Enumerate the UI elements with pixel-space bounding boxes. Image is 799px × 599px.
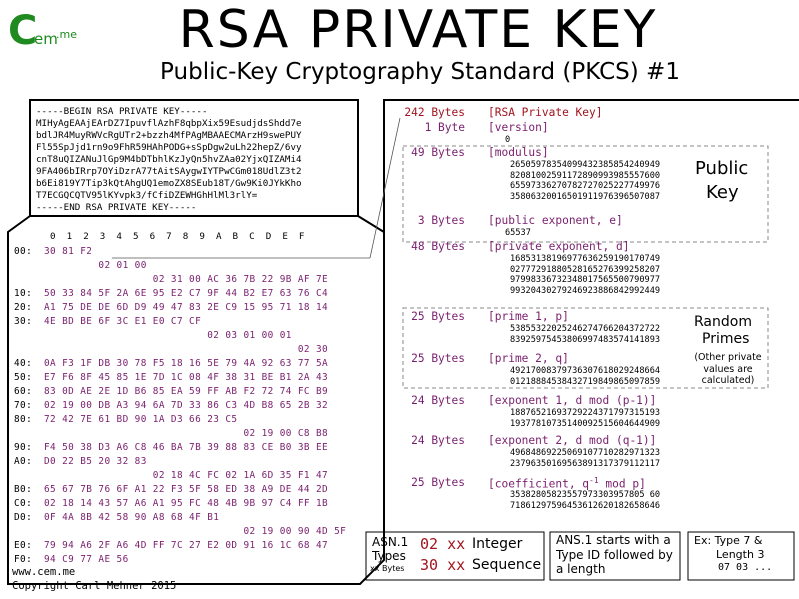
hex-bytes: 79 94 A6 2F A6 4D FF 7C 27 E2 0D 91 16 1C 68 47: [44, 540, 329, 551]
legend-xx-bytes: xx Bytes: [370, 564, 405, 573]
hex-address: E0:: [14, 540, 33, 551]
hex-bytes: 50 33 84 5F 2A 6E 95 E2 C7 9F 44 B2 E7 63 76 C4: [44, 288, 329, 299]
hex-row: [14, 358, 328, 369]
field-value: 0: [505, 135, 511, 145]
legend-asn1: ASN.1: [372, 535, 409, 549]
hex-row: [14, 372, 328, 383]
hex-bytes: 72 42 7E 61 BD 90 1A D3 66 23 C5: [44, 414, 238, 425]
pem-line: b6Ei819Y7Tip3kQtAhgUQ1emoZX8SEub18T/Gw9Ki0JYkKho: [36, 178, 302, 189]
svg-text:C: C: [8, 8, 38, 54]
field-value: 71861297596453612620182658646: [510, 500, 661, 511]
legend-types: Types: [372, 549, 406, 563]
field-bytes: 242 Bytes: [404, 106, 465, 119]
hex-address: B0:: [14, 484, 33, 495]
field-value: 65537: [505, 228, 531, 238]
field-value: 53855322025246274766204372722: [510, 324, 661, 334]
hex-row: [14, 246, 92, 257]
field-name-text: [exponent 1, d mod (p-1)]: [488, 394, 657, 407]
field-bytes: 24 Bytes: [411, 434, 465, 447]
hex-address: 10:: [14, 288, 33, 299]
hex-bytes: 30 81 F2: [44, 246, 93, 257]
hex-address: 40:: [14, 358, 33, 369]
hex-row: [14, 526, 346, 537]
pem-line: cnT8uQIZANuJlGp9M4bDTbhlKzJyQn5hvZAa02YjxQIZAMi4: [36, 154, 302, 165]
hex-address: 50:: [14, 372, 33, 383]
hex-address: 80:: [14, 414, 33, 425]
field-bytes: 25 Bytes: [411, 352, 465, 365]
field-bytes: 25 Bytes: [411, 476, 465, 489]
field-name: [488, 434, 656, 447]
hex-bytes: E7 F6 8F 45 85 1E 7D 1C 08 4F 38 31 BE B1 2A 43: [44, 372, 329, 383]
field-value: 26505978354099432385854240949: [510, 160, 661, 170]
hex-address: 20:: [14, 302, 33, 313]
field-value: 65597336270782727025227749976: [510, 181, 661, 192]
field-bytes: 24 Bytes: [411, 394, 465, 407]
field-value: 35382805823557973303957805 60: [510, 490, 661, 500]
field-value: 19377810735140092515604644909: [510, 418, 661, 429]
hex-address: C0:: [14, 498, 33, 509]
footer-url: www.cem.me: [12, 566, 76, 578]
legend-sequence-code: 30 xx: [420, 556, 466, 574]
hex-bytes: 94 C9 77 AE 56: [44, 554, 129, 565]
hex-bytes: 02 31 00 AC 36 7B 22 9B AF 7E: [44, 274, 329, 285]
field-bytes: 1 Byte: [424, 121, 465, 134]
hex-row: [14, 302, 328, 313]
hex-column-header: 0 1 2 3 4 5 6 7 8 9 A B C D E F: [50, 231, 305, 242]
key-label: Key: [706, 182, 739, 203]
hex-address: 30:: [14, 316, 33, 327]
hex-bytes: 02 19 00 C8 B8: [44, 428, 329, 439]
public-label: Public: [695, 158, 749, 179]
primes-label: Primes: [702, 331, 750, 347]
legend-sequence-label: Sequence: [472, 557, 542, 573]
field-name: [488, 106, 603, 119]
field-value: 16853138196977636259190170749: [510, 254, 661, 264]
field-value: 02777291880528165276399258207: [510, 264, 661, 275]
field-name: [488, 240, 629, 253]
hex-row: [14, 554, 129, 565]
hex-row: [14, 288, 328, 299]
field-name-tail: mod p]: [598, 477, 646, 491]
example-bytes: 07 03 ...: [718, 562, 773, 573]
field-bytes: 48 Bytes: [411, 240, 465, 253]
hex-address: F0:: [14, 554, 33, 565]
field-name-text: [prime 2, q]: [488, 352, 569, 365]
hex-bytes: 02 18 4C FC 02 1A 6D 35 F1 47: [44, 470, 329, 481]
page-subtitle: Public-Key Cryptography Standard (PKCS) #1: [160, 59, 680, 85]
hex-row: [14, 414, 237, 425]
pem-line: 9FA406bIRrp7OYiDzrA77tAitSAygwIYTPwCGm018UdlZ3t2: [36, 166, 302, 177]
other-values-note: (Other private values are calculated): [694, 352, 762, 386]
hex-bytes: D0 22 B5 20 32 83: [44, 456, 147, 467]
svg-text:.me: .me: [56, 28, 77, 41]
hex-bytes: F4 50 38 D3 A6 C8 46 BA 7B 39 88 83 CE B0 3B EE: [44, 442, 329, 453]
field-name-text: [private exponent, d]: [488, 240, 630, 253]
example-length: Length 3: [716, 548, 765, 561]
field-value: 18876521693729224371797315193: [510, 408, 661, 418]
hex-row: [14, 260, 147, 271]
hex-bytes: 02 30: [44, 344, 329, 355]
field-name: [488, 394, 656, 407]
hex-bytes: 02 19 00 DB A3 94 6A 7D 33 86 C3 4D B8 65 2B 32: [44, 400, 329, 411]
field-value: 01218884538432719849865097859: [510, 376, 661, 387]
field-name-text: [modulus]: [488, 146, 549, 159]
field-bytes: 49 Bytes: [411, 146, 465, 159]
hex-row: [14, 442, 328, 453]
hex-bytes: 02 01 00: [44, 260, 147, 271]
hex-bytes: 0F 4A 8B 42 58 90 A8 68 4F B1: [44, 512, 220, 523]
hex-bytes: 02 19 00 90 4D 5F: [44, 526, 347, 537]
hex-bytes: 4E BD BE 6F 3C E1 E0 C7 CF: [44, 316, 202, 327]
hex-address: A0:: [14, 456, 33, 467]
random-label: Random: [694, 314, 752, 330]
field-name-sup: -1: [589, 476, 599, 485]
field-name: [488, 214, 623, 227]
hex-row: [14, 484, 328, 495]
field-name-text: [coefficient, q: [488, 477, 590, 491]
hex-row: [14, 386, 328, 397]
hex-row: [14, 428, 328, 439]
field-name: [488, 352, 569, 365]
field-name-text: [public exponent, e]: [488, 214, 623, 227]
svg-text:em: em: [34, 30, 58, 48]
field-name: [488, 476, 646, 491]
hex-bytes: 02 18 14 43 57 A6 A1 95 FC 48 4B 9B 97 C4 FF 1B: [44, 498, 329, 509]
hex-bytes: 0A F3 1F DB 30 78 F5 18 16 5E 79 4A 92 63 77 5A: [44, 358, 329, 369]
example-title: Ex: Type 7 &: [694, 534, 763, 547]
field-bytes: 3 Bytes: [417, 214, 465, 227]
field-name: [488, 310, 569, 323]
hex-address: 60:: [14, 386, 33, 397]
legend-integer-code: 02 xx: [420, 535, 466, 553]
pem-line: T7ECGQCQTV95lKYvpk3/fCfiDZEWHGhHlMl3rlY=: [36, 190, 258, 201]
field-value: 49684869225069107710282971323: [510, 448, 661, 458]
pem-line: MIHyAgEAAjEArDZ7IpuvflAzhF8qbpXix59EsudjdsShdd7e: [36, 118, 302, 129]
hex-row: [14, 540, 328, 551]
legend-note: ANS.1 starts with a Type ID followed by a length: [556, 533, 673, 576]
hex-bytes: 02 03 01 00 01: [44, 330, 292, 341]
pem-line: -----BEGIN RSA PRIVATE KEY-----: [36, 106, 208, 117]
field-bytes: 25 Bytes: [411, 310, 465, 323]
hex-row: [14, 512, 219, 523]
field-value: 99320430279246923886842992449: [510, 285, 661, 296]
hex-row: [14, 316, 201, 327]
hex-row: [14, 274, 328, 285]
pem-line: Fl55SpJjd1rn9o9FhR59HAhPODG+sSpDgw2uLh22hepZ/6vy: [36, 142, 302, 153]
legend-integer-label: Integer: [472, 536, 523, 552]
hex-bytes: 83 0D AE 2E 1D B6 85 EA 59 FF AB F2 72 74 FC B9: [44, 386, 329, 397]
hex-row: [14, 400, 328, 411]
field-name-text: [RSA Private Key]: [488, 106, 603, 119]
footer-copyright: Copyright Carl Mehner 2015: [12, 580, 177, 592]
hex-bytes: A1 75 DE DE 6D D9 49 47 83 2E C9 15 95 71 18 14: [44, 302, 329, 313]
hex-row: [14, 330, 292, 341]
hex-address: 90:: [14, 442, 33, 453]
field-value: 83925975453806997483574141893: [510, 334, 661, 345]
page-title: RSA PRIVATE KEY: [178, 0, 658, 60]
hex-row: [14, 456, 147, 467]
field-value: 82081002591172890993985557600: [510, 170, 661, 181]
field-name-text: [exponent 2, d mod (q-1)]: [488, 434, 657, 447]
field-value: 97998336732348017565500790977: [510, 275, 661, 286]
hex-address: 00:: [14, 246, 33, 257]
hex-row: [14, 470, 328, 481]
pem-line: -----END RSA PRIVATE KEY-----: [36, 202, 197, 213]
field-name-text: [version]: [488, 121, 549, 134]
field-value: 49217008379736307618029248664: [510, 366, 661, 376]
field-value: 35806320016501911976396507087: [510, 191, 661, 202]
hex-address: D0:: [14, 512, 33, 523]
field-name-text: [prime 1, p]: [488, 310, 569, 323]
hex-row: [14, 344, 328, 355]
hex-row: [14, 498, 328, 509]
hex-address: 70:: [14, 400, 33, 411]
field-name: [488, 146, 549, 159]
pem-line: bdlJR4MuyRWVcRgUTr2+bzzh4MfPAgMBAAECMArzH9swePUY: [36, 130, 302, 141]
hex-bytes: 65 67 7B 76 6F A1 22 F3 5F 58 ED 38 A9 DE 44 2D: [44, 484, 329, 495]
field-value: 23796350169563891317379112117: [510, 458, 661, 469]
field-name: [488, 121, 549, 134]
